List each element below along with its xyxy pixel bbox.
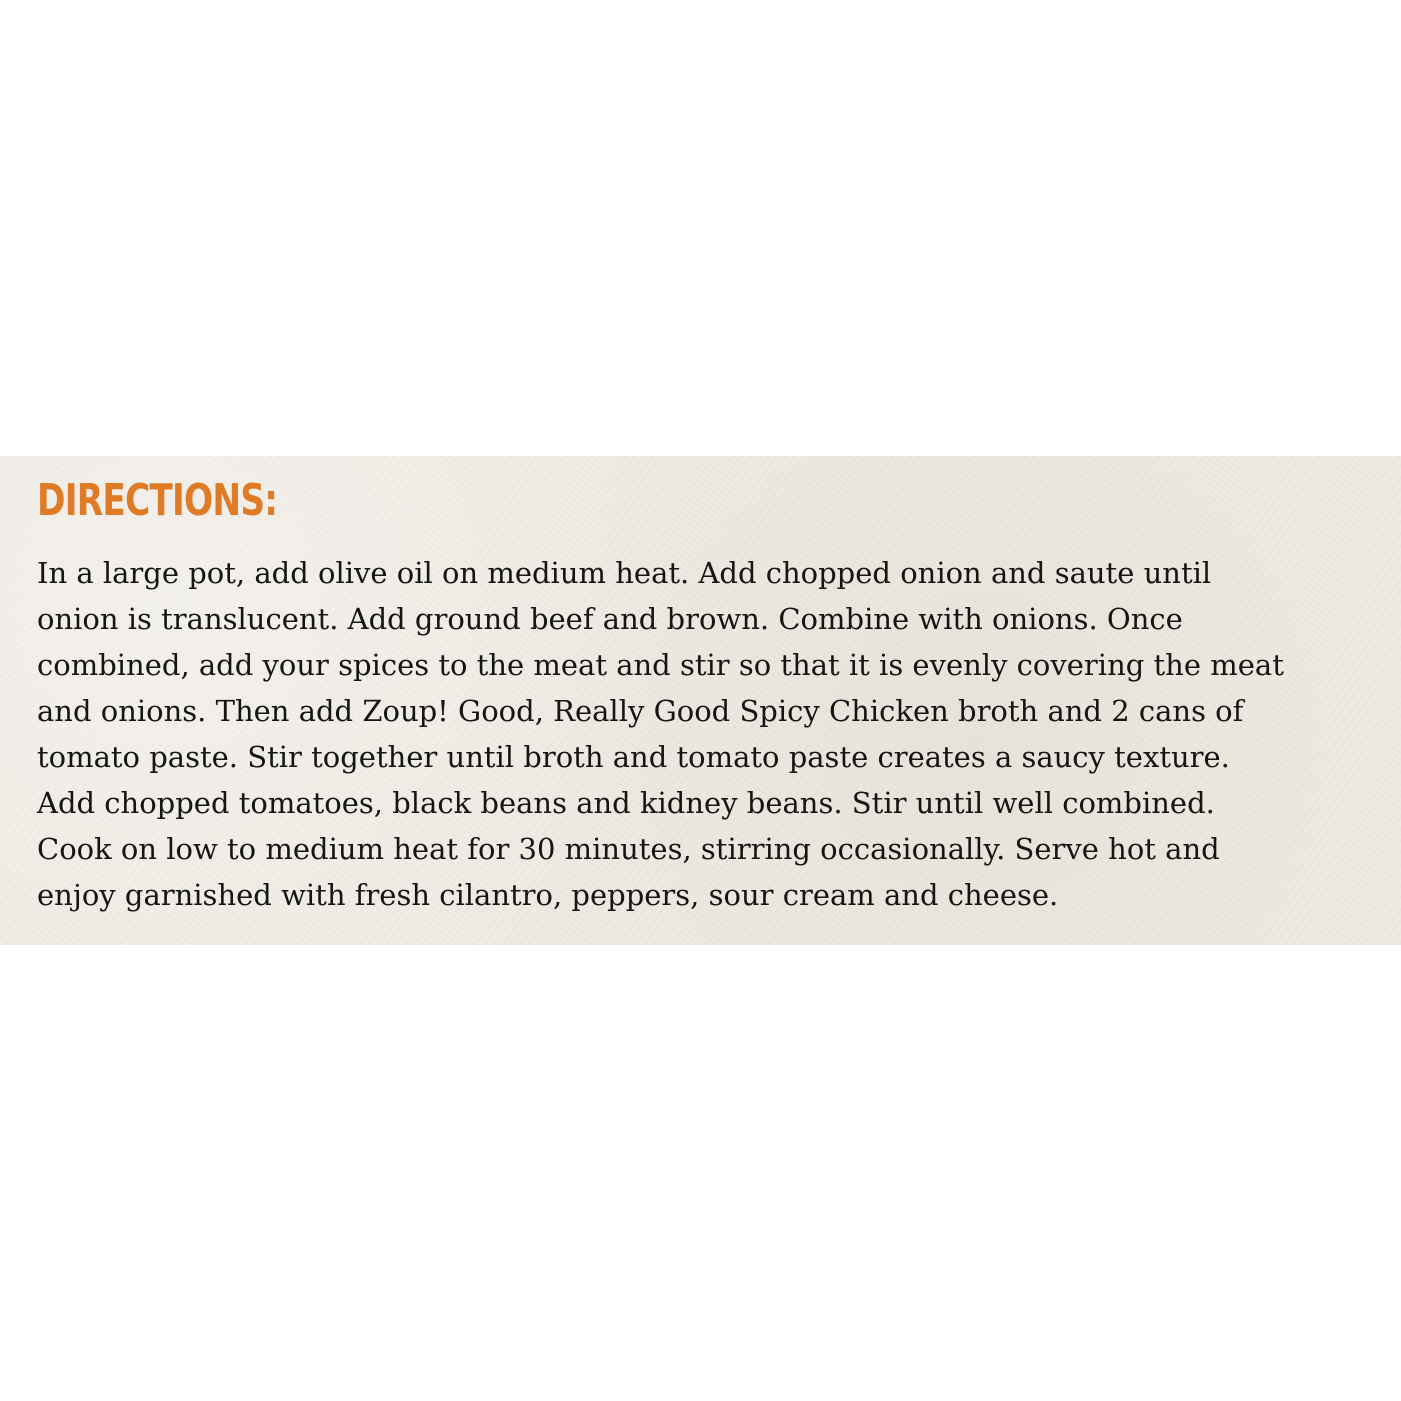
directions-line: combined, add your spices to the meat and stir so that it is evenly covering the meat (37, 648, 1284, 682)
directions-line: and onions. Then add Zoup! Good, Really Good Spicy Chicken broth and 2 cans of (37, 694, 1244, 728)
directions-line: In a large pot, add olive oil on medium heat. Add chopped onion and saute until (37, 556, 1212, 590)
directions-line: onion is translucent. Add ground beef and brown. Combine with onions. Once (37, 602, 1183, 636)
directions-panel (0, 456, 1401, 945)
directions-line: Cook on low to medium heat for 30 minutes, stirring occasionally. Serve hot and (37, 832, 1220, 866)
directions-text (37, 550, 1377, 918)
directions-line: enjoy garnished with fresh cilantro, peppers, sour cream and cheese. (37, 878, 1059, 912)
directions-line: Add chopped tomatoes, black beans and kidney beans. Stir until well combined. (37, 786, 1215, 820)
directions-heading: DIRECTIONS: (37, 475, 278, 526)
directions-line: tomato paste. Stir together until broth and tomato paste creates a saucy texture. (37, 740, 1230, 774)
